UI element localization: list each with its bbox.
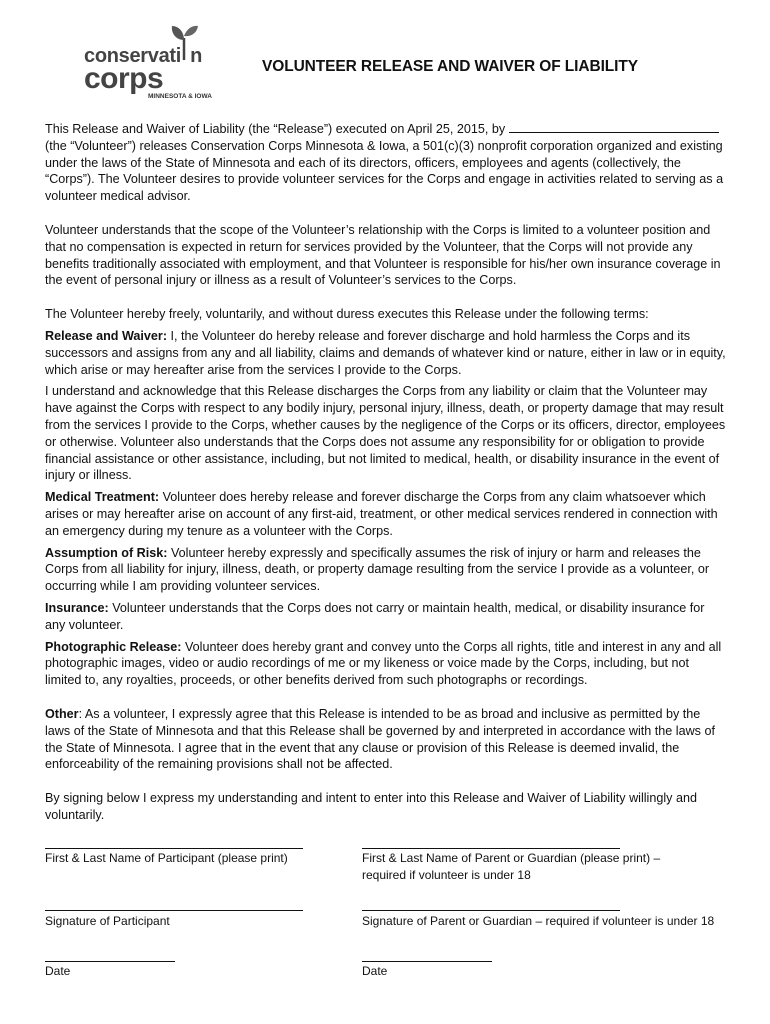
guardian-date-line[interactable] bbox=[362, 961, 492, 962]
guardian-name-line[interactable] bbox=[362, 848, 620, 849]
closing-paragraph: By signing below I express my understanding and intent to enter into this Release and Waiver of Liability willingly and voluntarily. bbox=[45, 791, 697, 822]
assumption-risk-section: Assumption of Risk: Volunteer hereby expressly and specifically assumes the risk of injury or harm and releases the Corps from all liability for injury, illness, death, or property damage resulting from the service I provide as a volunteer, or occurring while I am providing volunteer services. bbox=[45, 545, 710, 594]
logo-text-conservation: conservati n bbox=[84, 45, 202, 67]
acknowledge-paragraph: I understand and acknowledge that this Release discharges the Corps from any liability or claim that the Volunteer may have against the Corps with respect to any bodily injury, personal injury, illness, death, or property damage that may result from the services I provide to the Corps, whether causes by the negligence of the Corps or its officers, director, employees or otherwise. Volunteer also understands that the Corps does not assume any responsibility for or obligation to provide financial assistance or other assistance, including, but not limited to medical, health, or disability insurance in the event of injury or illness. bbox=[45, 384, 726, 483]
intro-paragraph: This Release and Waiver of Liability (the “Release”) executed on April 25, 2015, by (the “Volunteer”) releases Conservation Corps Minnesota & Iowa, a 501(c)(3) nonprofit corporation organized and existing under the laws of the State of Minnesota and each of its directors, officers, employees and agents (collectively, the “Corps”). The Volunteer desires to provide volunteer services for the Corps and engage in activities related to serving as a volunteer medical advisor. bbox=[45, 122, 724, 204]
participant-signature-line[interactable] bbox=[45, 910, 303, 911]
participant-name-line[interactable] bbox=[45, 848, 303, 849]
guardian-date-label: Date bbox=[362, 964, 388, 978]
volunteer-name-blank[interactable] bbox=[509, 121, 719, 133]
logo bbox=[74, 24, 224, 104]
guardian-name-label: First & Last Name of Parent or Guardian (please print) – required if volunteer is under 18 bbox=[362, 851, 661, 882]
participant-signature-label: Signature of Participant bbox=[45, 914, 170, 928]
photographic-release-section: Photographic Release: Volunteer does hereby grant and convey unto the Corps all rights, title and interest in any and all photographic images, video or audio recordings of me or my likeness or voice made by the Corps, including, but not limited to, any royalties, proceeds, or other benefits derived from such photographs or recordings. bbox=[45, 639, 722, 688]
medical-treatment-section: Medical Treatment: Volunteer does hereby release and forever discharge the Corps from any claim whatsoever which arises or may hereafter arise on account of any first-aid, treatment, or other medical services rendered in connection with an emergency during my tenure as a volunteer with the Corps. bbox=[45, 490, 718, 538]
other-section: Other: As a volunteer, I expressly agree that this Release is intended to be as broad and inclusive as permitted by the laws of the State of Minnesota and that this Release shall be governed by and interpreted in accordance with the laws of the State of Minnesota. I agree that in the event that any clause or provision of this Release is deemed invalid, the enforceability of the remaining provisions shall not be affected. bbox=[45, 706, 715, 772]
release-waiver-section: Release and Waiver: I, the Volunteer do hereby release and forever discharge and hold harmless the Corps and its successors and assigns from any and all liability, claims and demands of whatever kind or nature, either in law or in equity, which arise or may hereafter arise from the services I provide to the Corps. bbox=[45, 328, 726, 377]
scope-paragraph: Volunteer understands that the scope of the Volunteer’s relationship with the Corps is limited to a volunteer position and that no compensation is expected in return for services provided by the Volunteer, that the Corps will not provide any benefits traditionally associated with employment, and that Volunteer is responsible for his/her own insurance coverage in the event of personal injury or illness as a result of Volunteer’s services to the Corps. bbox=[45, 222, 721, 288]
participant-date-line[interactable] bbox=[45, 961, 175, 962]
participant-date-label: Date bbox=[45, 964, 71, 978]
guardian-signature-label: Signature of Parent or Guardian – required if volunteer is under 18 bbox=[362, 914, 715, 928]
logo-text-corps: corps bbox=[84, 62, 164, 95]
terms-intro: The Volunteer hereby freely, voluntarily, and without duress executes this Release under the following terms: bbox=[45, 307, 649, 322]
participant-name-label: First & Last Name of Participant (please print) bbox=[45, 851, 288, 865]
insurance-section: Insurance: Volunteer understands that the Corps does not carry or maintain health, medical, or disability insurance for any volunteer. bbox=[45, 600, 705, 632]
guardian-signature-line[interactable] bbox=[362, 910, 620, 911]
logo-region: MINNESOTA & IOWA bbox=[148, 93, 212, 100]
document-title: VOLUNTEER RELEASE AND WAIVER OF LIABILITY bbox=[262, 58, 638, 75]
document-body bbox=[45, 121, 728, 824]
